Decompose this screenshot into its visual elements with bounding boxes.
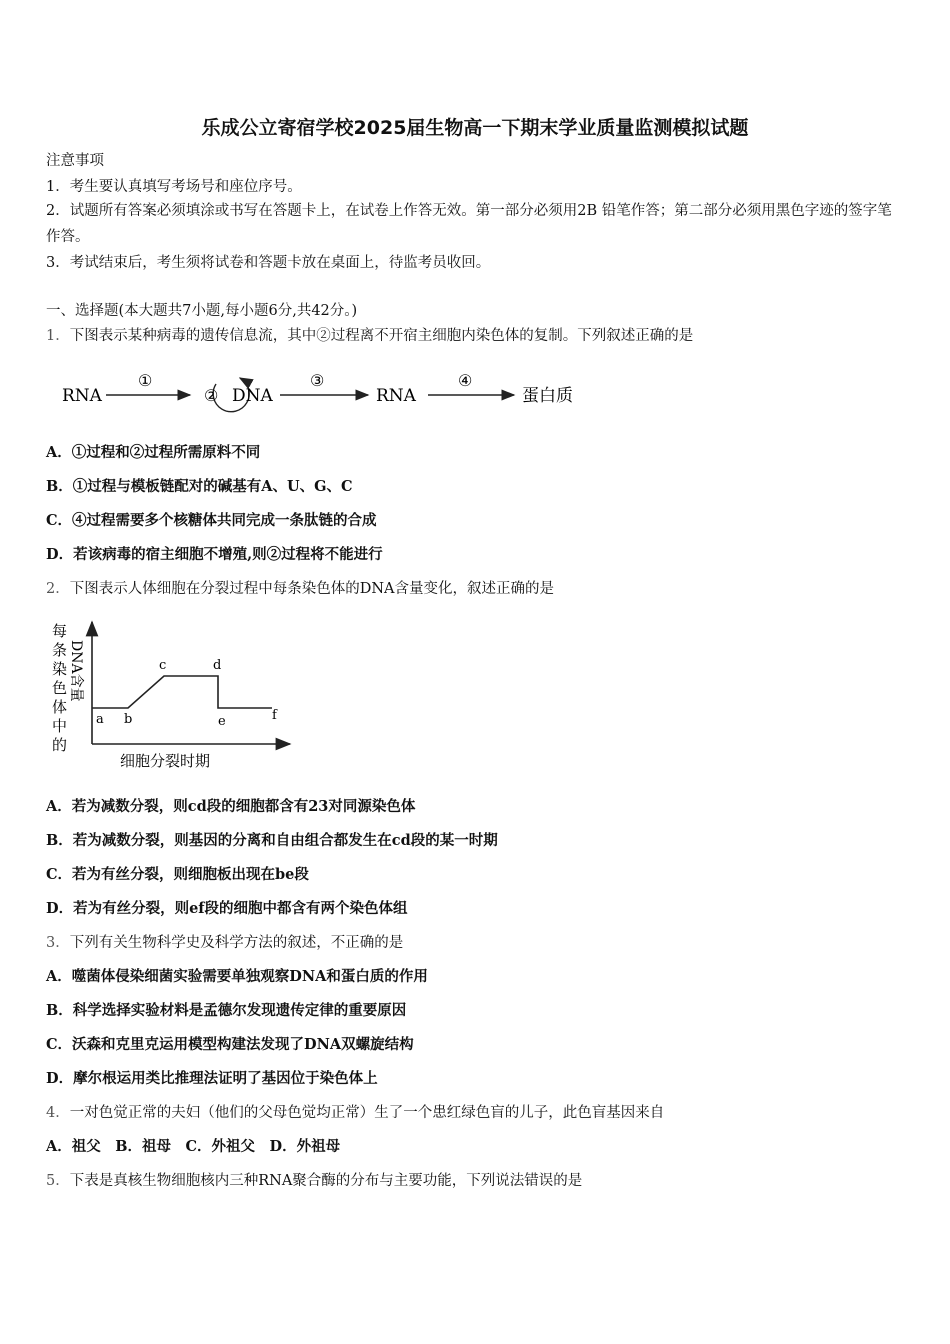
question-3-stem bbox=[46, 934, 403, 952]
dna-content-line bbox=[92, 676, 272, 708]
q3-option-d: D．摩尔根运用类比推理法证明了基因位于染色体上 bbox=[46, 1070, 378, 1087]
x-axis-label: 细胞分裂时期 bbox=[120, 752, 211, 770]
q3-option-a: A．噬菌体侵染细菌实验需要单独观察DNA和蛋白质的作用 bbox=[46, 968, 428, 985]
q2-option-d: D．若为有丝分裂，则ef段的细胞中都含有两个染色体组 bbox=[46, 900, 408, 917]
notice-heading: 注意事项 bbox=[46, 153, 104, 169]
rna-label: RNA bbox=[62, 386, 102, 406]
q1-option-c: C．④过程需要多个核糖体共同完成一条肽链的合成 bbox=[46, 512, 377, 529]
q2-option-a: A．若为减数分裂，则cd段的细胞都含有23对同源染色体 bbox=[46, 798, 416, 815]
notice-item-3: 3．考试结束后，考生须将试卷和答题卡放在桌面上，待监考员收回。 bbox=[46, 255, 491, 271]
q1-option-d: D．若该病毒的宿主细胞不增殖,则②过程将不能进行 bbox=[46, 546, 383, 563]
question-4-stem bbox=[46, 1104, 664, 1122]
question-text: 下图表示人体细胞在分裂过程中每条染色体的DNA含量变化，叙述正确的是 bbox=[69, 581, 555, 597]
point-f: f bbox=[272, 708, 277, 723]
rna-label-2: RNA bbox=[376, 386, 416, 406]
q3-option-c: C．沃森和克里克运用模型构建法发现了DNA双螺旋结构 bbox=[46, 1036, 414, 1053]
q1-option-a: A．①过程和②过程所需原料不同 bbox=[46, 444, 261, 461]
protein-label: 蛋白质 bbox=[522, 386, 573, 406]
y-axis-label-char: 色 bbox=[52, 679, 68, 697]
question-number: 5． bbox=[46, 1173, 70, 1189]
y-axis-label-char: 的 bbox=[52, 736, 68, 754]
point-c: c bbox=[159, 658, 167, 673]
svg-text:DNA含量: DNA含量 bbox=[68, 640, 84, 702]
dna-content-graph bbox=[46, 616, 306, 776]
y-axis-label-char: 条 bbox=[52, 641, 68, 659]
notice-item-2: 2．试题所有答案必须填涂或书写在答题卡上，在试卷上作答无效。第一部分必须用2B 铅笔作答；第二部分必须用黑色字迹的签字笔作答。 bbox=[46, 203, 892, 245]
q2-option-c: C．若为有丝分裂，则细胞板出现在be段 bbox=[46, 866, 309, 883]
question-2-stem bbox=[46, 580, 554, 598]
question-number: 2． bbox=[46, 581, 70, 597]
q1-option-b: B．①过程与模板链配对的碱基有A、U、G、C bbox=[46, 478, 353, 495]
q4-options: A．祖父 B．祖母 C．外祖父 D．外祖母 bbox=[46, 1138, 341, 1155]
question-5-stem bbox=[46, 1172, 582, 1190]
question-text: 下图表示某种病毒的遗传信息流，其中②过程离不开宿主细胞内染色体的复制。下列叙述正确的是 bbox=[69, 328, 694, 344]
y-axis-label-char: 每 bbox=[52, 622, 68, 640]
step-1-label: ① bbox=[138, 371, 153, 390]
step-4-label: ④ bbox=[458, 371, 473, 390]
step-2-label: ② bbox=[204, 386, 219, 405]
question-number: 1． bbox=[46, 328, 70, 344]
step-3-label: ③ bbox=[310, 371, 325, 390]
point-e: e bbox=[218, 714, 226, 729]
question-text: 下列有关生物科学史及科学方法的叙述，不正确的是 bbox=[69, 935, 404, 951]
question-text: 一对色觉正常的夫妇（他们的父母色觉均正常）生了一个患红绿色盲的儿子，此色盲基因来自 bbox=[69, 1105, 665, 1121]
y-axis-label-char: 中 bbox=[52, 717, 68, 735]
y-axis-label-char: 染 bbox=[52, 660, 68, 678]
y-axis-label-right bbox=[68, 640, 84, 702]
y-axis-label-left bbox=[52, 622, 67, 754]
genetic-info-flow-diagram bbox=[58, 364, 598, 414]
notice-item-1: 1．考生要认真填写考场号和座位序号。 bbox=[46, 179, 302, 195]
dna-label: DNA bbox=[232, 386, 273, 406]
question-number: 4． bbox=[46, 1105, 70, 1121]
question-number: 3． bbox=[46, 935, 70, 951]
point-a: a bbox=[96, 712, 104, 727]
question-text: 下表是真核生物细胞核内三种RNA聚合酶的分布与主要功能，下列说法错误的是 bbox=[69, 1173, 583, 1189]
q3-option-b: B．科学选择实验材料是孟德尔发现遗传定律的重要原因 bbox=[46, 1002, 407, 1019]
exam-title: 乐成公立寄宿学校2025届生物高一下期末学业质量监测模拟试题 bbox=[201, 117, 749, 139]
point-d: d bbox=[213, 658, 222, 673]
question-1-stem bbox=[46, 327, 693, 345]
section-heading: 一、选择题(本大题共7小题,每小题6分,共42分。) bbox=[46, 303, 358, 319]
point-b: b bbox=[124, 712, 133, 727]
y-axis-label-char: 体 bbox=[52, 698, 68, 716]
q2-option-b: B．若为减数分裂，则基因的分离和自由组合都发生在cd段的某一时期 bbox=[46, 832, 498, 849]
